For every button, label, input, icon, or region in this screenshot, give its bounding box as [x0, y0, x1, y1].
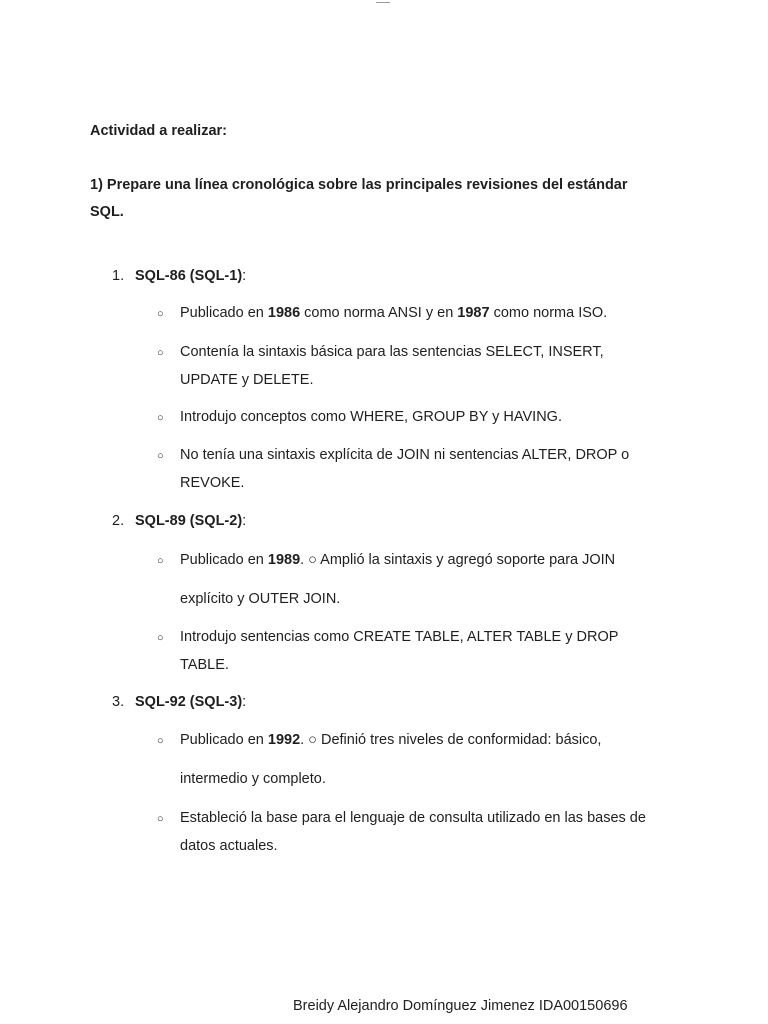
bullet-icon: ○: [157, 412, 164, 424]
bullet-icon: ○: [157, 450, 164, 462]
page-top-mark: [376, 0, 390, 3]
item-number: 3.: [112, 694, 125, 710]
bullet-text-continuation: REVOKE.: [180, 475, 245, 491]
bullet-icon: ○: [157, 308, 164, 320]
section-heading: Actividad a realizar:: [90, 123, 227, 139]
bullet-text-continuation: UPDATE y DELETE.: [180, 372, 314, 388]
footer-author: Breidy Alejandro Domínguez Jimenez IDA00150696: [293, 998, 628, 1014]
item-title: SQL-89 (SQL-2):: [135, 513, 247, 529]
bullet-text: No tenía una sintaxis explícita de JOIN ni sentencias ALTER, DROP o: [180, 447, 630, 463]
bullet-text: Estableció la base para el lenguaje de consulta utilizado en las bases de: [180, 810, 646, 826]
bullet-text: Publicado en 1989. ○ Amplió la sintaxis y agregó soporte para JOIN: [180, 552, 616, 568]
bullet-icon: ○: [157, 735, 164, 747]
bullet-text: Introdujo conceptos como WHERE, GROUP BY y HAVING.: [180, 409, 562, 425]
bullet-text: Publicado en 1992. ○ Definió tres niveles de conformidad: básico,: [180, 732, 602, 748]
item-title: SQL-86 (SQL-1):: [135, 268, 247, 284]
bullet-text: Publicado en 1986 como norma ANSI y en 1987 como norma ISO.: [180, 305, 608, 321]
bullet-text-continuation: intermedio y completo.: [180, 771, 326, 787]
question-line-2: SQL.: [90, 204, 124, 220]
bullet-icon: ○: [157, 347, 164, 359]
item-number: 1.: [112, 268, 125, 284]
question-line-1: 1) Prepare una línea cronológica sobre las principales revisiones del estándar: [90, 177, 628, 193]
bullet-icon: ○: [157, 813, 164, 825]
bullet-text: Introdujo sentencias como CREATE TABLE, ALTER TABLE y DROP: [180, 629, 619, 645]
bullet-icon: ○: [157, 632, 164, 644]
bullet-text: Contenía la sintaxis básica para las sentencias SELECT, INSERT,: [180, 344, 604, 360]
bullet-text-continuation: datos actuales.: [180, 838, 278, 854]
bullet-icon: ○: [157, 555, 164, 567]
bullet-text-continuation: explícito y OUTER JOIN.: [180, 591, 341, 607]
bullet-text-continuation: TABLE.: [180, 657, 229, 673]
item-title: SQL-92 (SQL-3):: [135, 694, 247, 710]
item-number: 2.: [112, 513, 125, 529]
